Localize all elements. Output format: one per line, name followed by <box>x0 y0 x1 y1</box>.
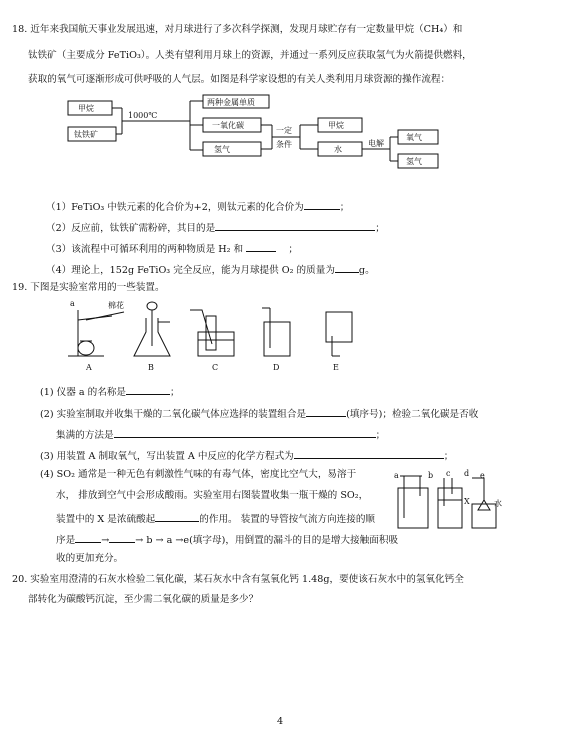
fig-label-d: d <box>464 469 470 478</box>
fig-label-water: 水 <box>494 499 502 508</box>
flow-label-water: 水 <box>334 145 342 154</box>
answer-blank[interactable] <box>306 406 346 417</box>
q18-line1: 18. 近年来我国航天事业发展迅速，对月球进行了多次科学探测，发现月球贮存有一定数量甲烷（CH₄）和 <box>12 24 463 35</box>
fig-label-x: X <box>464 497 470 506</box>
q19-sub2-line2 <box>56 427 385 442</box>
flow-label-cond-top: 一定 <box>276 126 292 135</box>
flow-label-ch4: 甲烷 <box>78 104 94 113</box>
apparatus-a <box>68 299 124 372</box>
q19-sub4-text-3a: 装置中的 X 是浓硫酸起 <box>56 514 156 525</box>
q18-sub4-end: g。 <box>358 265 375 276</box>
q19-sub1-text: (1) 仪器 a 的名称是 <box>40 387 127 398</box>
q18-sub3-end: ； <box>288 244 298 255</box>
letter-a: A <box>86 363 92 372</box>
q18-sub4 <box>46 262 375 277</box>
apparatus-b <box>134 302 170 372</box>
q18-line2: 钛铁矿（主要成分 FeTiO₃）。人类有望利用月球上的资源，并通过一系列反应获取氢气为火箭提供燃料， <box>28 50 472 61</box>
q18-sub4-text: （4）理论上，152g FeTiO₃ 完全反应，能为月球提供 O₂ 的质量为 <box>46 265 335 276</box>
apparatus-e <box>326 312 352 372</box>
q19-sub4-text-3b: 的作用。 装置的导管按气流方向连接的顺 <box>199 514 376 525</box>
q19-sub2-text-c: 集满的方法是 <box>56 430 114 441</box>
q19-sub4-line5: 收的更加充分。 <box>56 553 124 564</box>
flow-label-ilmenite: 钛铁矿 <box>74 130 98 139</box>
q18-sub1-text: （1）FeTiO₃ 中铁元素的化合价为+2，则钛元素的化合价为 <box>46 202 304 213</box>
q18-sub1 <box>46 199 349 214</box>
answer-blank[interactable] <box>75 532 101 543</box>
q19-sub4-text-4a: 序是 <box>56 535 76 546</box>
q19-sub1-end: ； <box>170 387 180 398</box>
page-number: 4 <box>277 716 284 727</box>
q19-sub2-text-a: (2) 实验室制取并收集干燥的二氧化碳气体应选择的装置组合是 <box>40 409 307 420</box>
flow-label-co: 一氧化碳 <box>212 121 244 130</box>
fig-label-c: c <box>446 469 451 478</box>
flow-label-cond-bot: 条件 <box>276 140 292 149</box>
letter-e: E <box>333 363 339 372</box>
q18-line3: 获取的氧气可逐渐形成可供呼吸的人气层。如图是科学家设想的有关人类利用月球资源的操作流程： <box>28 74 451 85</box>
flow-label-electrolysis: 电解 <box>368 139 384 148</box>
q19-sub2-line1 <box>40 406 478 421</box>
answer-blank[interactable] <box>246 241 276 252</box>
q19-sub1 <box>40 384 180 399</box>
q19-sub4-line2: 水， 排放到空气中会形成酸雨。实验室用右图装置收集一瓶干燥的 SO₂， <box>56 490 369 501</box>
q20-line2: 部转化为碳酸钙沉淀，至少需二氧化碳的质量是多少？ <box>28 594 259 605</box>
q19-sub2-text-b: (填序号)；检验二氧化碳是否收 <box>346 409 479 420</box>
answer-blank[interactable] <box>335 262 359 273</box>
q19-sub4-line3 <box>56 511 375 526</box>
fig-label-b: b <box>428 471 434 480</box>
q19-sub3-text: (3) 用装置 A 制取氧气，写出装置 A 中反应的化学方程式为 <box>40 451 294 462</box>
answer-blank[interactable] <box>215 220 375 231</box>
flow-label-h2: 氢气 <box>214 145 230 154</box>
q18-sub2-text: （2）反应前，钛铁矿需粉碎，其目的是 <box>46 223 216 234</box>
letter-c: C <box>212 363 219 372</box>
q18-sub3-text: （3）该流程中可循环利用的两种物质是 H₂ 和 <box>46 244 244 255</box>
q19-sub3 <box>40 448 453 463</box>
letter-d: D <box>273 363 280 372</box>
so2-collection-figure <box>392 466 502 532</box>
q19-intro: 19. 下图是实验室常用的一些装置。 <box>12 282 165 293</box>
q18-sub3 <box>46 241 298 256</box>
flow-label-temp: 1000℃ <box>128 111 158 120</box>
apparatus-d <box>262 308 290 372</box>
q18-sub1-end: ； <box>339 202 350 213</box>
answer-blank[interactable] <box>304 199 340 210</box>
answer-blank[interactable] <box>126 384 170 395</box>
q19-sub2-end: ； <box>375 430 386 441</box>
q18-sub2-end: ； <box>375 223 385 234</box>
label-a: a <box>70 299 75 308</box>
q19-sub3-end: ； <box>443 451 454 462</box>
q18-sub2 <box>46 220 385 235</box>
flow-label-h2-out: 氢气 <box>406 157 422 166</box>
answer-blank[interactable] <box>114 427 376 438</box>
letter-b: B <box>148 363 154 372</box>
flow-label-o2: 氧气 <box>406 133 422 142</box>
label-cotton: 棉花 <box>108 301 124 310</box>
answer-blank[interactable] <box>294 448 444 459</box>
q20-line1: 20. 实验室用澄清的石灰水检验二氧化碳，某石灰水中含有氢氧化钙 1.48g，要使该石灰水中的氢氧化钙全 <box>12 574 464 585</box>
answer-blank[interactable] <box>109 532 135 543</box>
apparatus-c <box>190 310 234 372</box>
q19-sub4-line4 <box>56 532 398 547</box>
q19-sub4-text-4c: → b → a →e(填字母)，用倒置的漏斗的目的是增大接触面积吸 <box>135 535 399 546</box>
q19-sub4-line1: (4) SO₂ 通常是一种无色有刺激性气味的有毒气体，密度比空气大，易溶于 <box>40 469 357 480</box>
fig-label-e: e <box>480 471 485 480</box>
answer-blank[interactable] <box>155 511 199 522</box>
flow-label-ch4-out: 甲烷 <box>328 121 344 130</box>
flow-box-h2 <box>203 142 261 156</box>
flow-label-metals: 两种金属单质 <box>207 98 255 107</box>
q19-sub4-arrow: → <box>101 535 110 546</box>
fig-label-a: a <box>394 471 399 480</box>
q19-apparatus-figure <box>0 298 563 378</box>
